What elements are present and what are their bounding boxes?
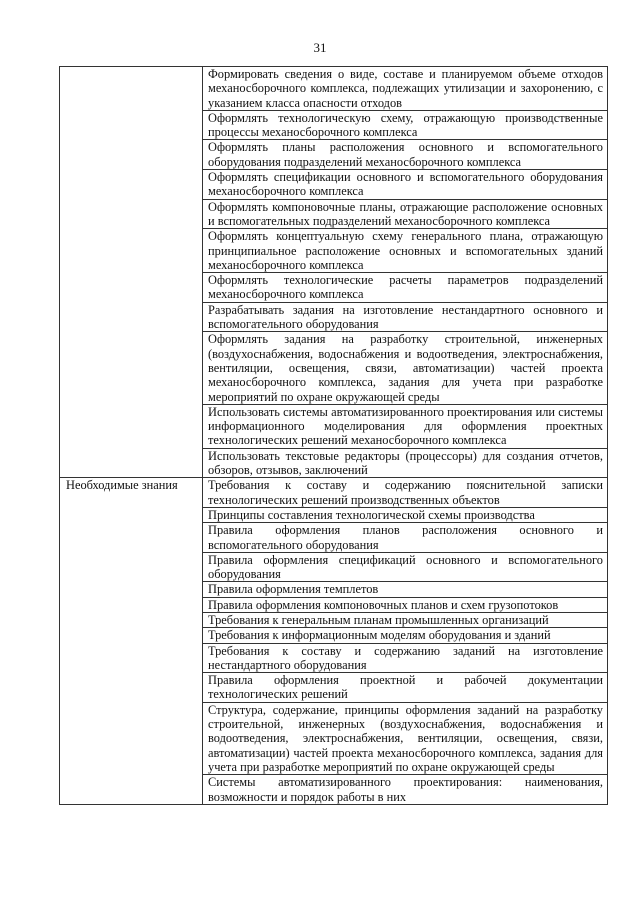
page-number: 31	[313, 40, 327, 55]
requirements-table	[59, 66, 608, 805]
requirement-cell: Разрабатывать задания на изготовление нестандартного основного и вспомогательного оборудования	[203, 302, 608, 332]
requirement-cell: Правила оформления планов расположения основного и вспомогательного оборудования	[203, 523, 608, 553]
requirement-cell: Использовать текстовые редакторы (процессоры) для создания отчетов, обзоров, отзывов, заключений	[203, 448, 608, 478]
requirement-cell: Оформлять компоновочные планы, отражающие расположение основных и вспомогательных подразделений механосборочного комплекса	[203, 199, 608, 229]
requirement-cell: Системы автоматизированного проектирования: наименования, возможности и порядок работы в них	[203, 775, 608, 805]
table-row	[60, 478, 608, 508]
requirement-cell: Требования к генеральным планам промышленных организаций	[203, 612, 608, 627]
requirement-cell: Формировать сведения о виде, составе и планируемом объеме отходов механосборочного комплекса, подлежащих утилизации и захоронению, с указанием класса опасности отходов	[203, 67, 608, 111]
section-label: Необходимые знания	[60, 478, 203, 805]
requirement-cell: Правила оформления компоновочных планов и схем грузопотоков	[203, 597, 608, 612]
requirement-cell: Правила оформления проектной и рабочей документации технологических решений	[203, 673, 608, 703]
table-row	[60, 67, 608, 111]
requirement-cell: Оформлять спецификации основного и вспомогательного оборудования механосборочного комплекса	[203, 170, 608, 200]
requirement-cell: Оформлять планы расположения основного и вспомогательного оборудования подразделений механосборочного комплекса	[203, 140, 608, 170]
requirement-cell: Оформлять концептуальную схему генерального плана, отражающую принципиальное расположение основных и вспомогательных зданий механосборочного комплекса	[203, 229, 608, 273]
requirement-cell: Правила оформления спецификаций основного и вспомогательного оборудования	[203, 552, 608, 582]
section-label	[60, 67, 203, 478]
requirement-cell: Принципы составления технологической схемы производства	[203, 507, 608, 522]
requirement-cell: Правила оформления темплетов	[203, 582, 608, 597]
requirement-cell: Использовать системы автоматизированного проектирования или системы информационного моделирования для оформления проектных технологических решений механосборочного комплекса	[203, 404, 608, 448]
requirement-cell: Оформлять задания на разработку строительной, инженерных (воздухоснабжения, водоснабжения и водоотведения, электроснабжения, вентиляции, освещения, связи, автоматизации) частей проекта механосборочного комплекса, задания для учета при разработке мероприятий по охране окружающей среды	[203, 332, 608, 404]
requirement-cell: Оформлять технологические расчеты параметров подразделений механосборочного комплекса	[203, 273, 608, 303]
requirements-table-body	[60, 67, 608, 805]
requirement-cell: Требования к информационным моделям оборудования и зданий	[203, 628, 608, 643]
requirement-cell: Структура, содержание, принципы оформления заданий на разработку строительной, инженерных (воздухоснабжения, водоснабжения и водоотведения, электроснабжения, вентиляции, освещения, связи, автоматизации) частей проекта механосборочного комплекса, задания для учета при разработке мероприятий по охране окружающей среды	[203, 702, 608, 774]
requirement-cell: Требования к составу и содержанию пояснительной записки технологических решений производственных объектов	[203, 478, 608, 508]
requirement-cell: Требования к составу и содержанию заданий на изготовление нестандартного оборудования	[203, 643, 608, 673]
requirement-cell: Оформлять технологическую схему, отражающую производственные процессы механосборочного комплекса	[203, 110, 608, 140]
